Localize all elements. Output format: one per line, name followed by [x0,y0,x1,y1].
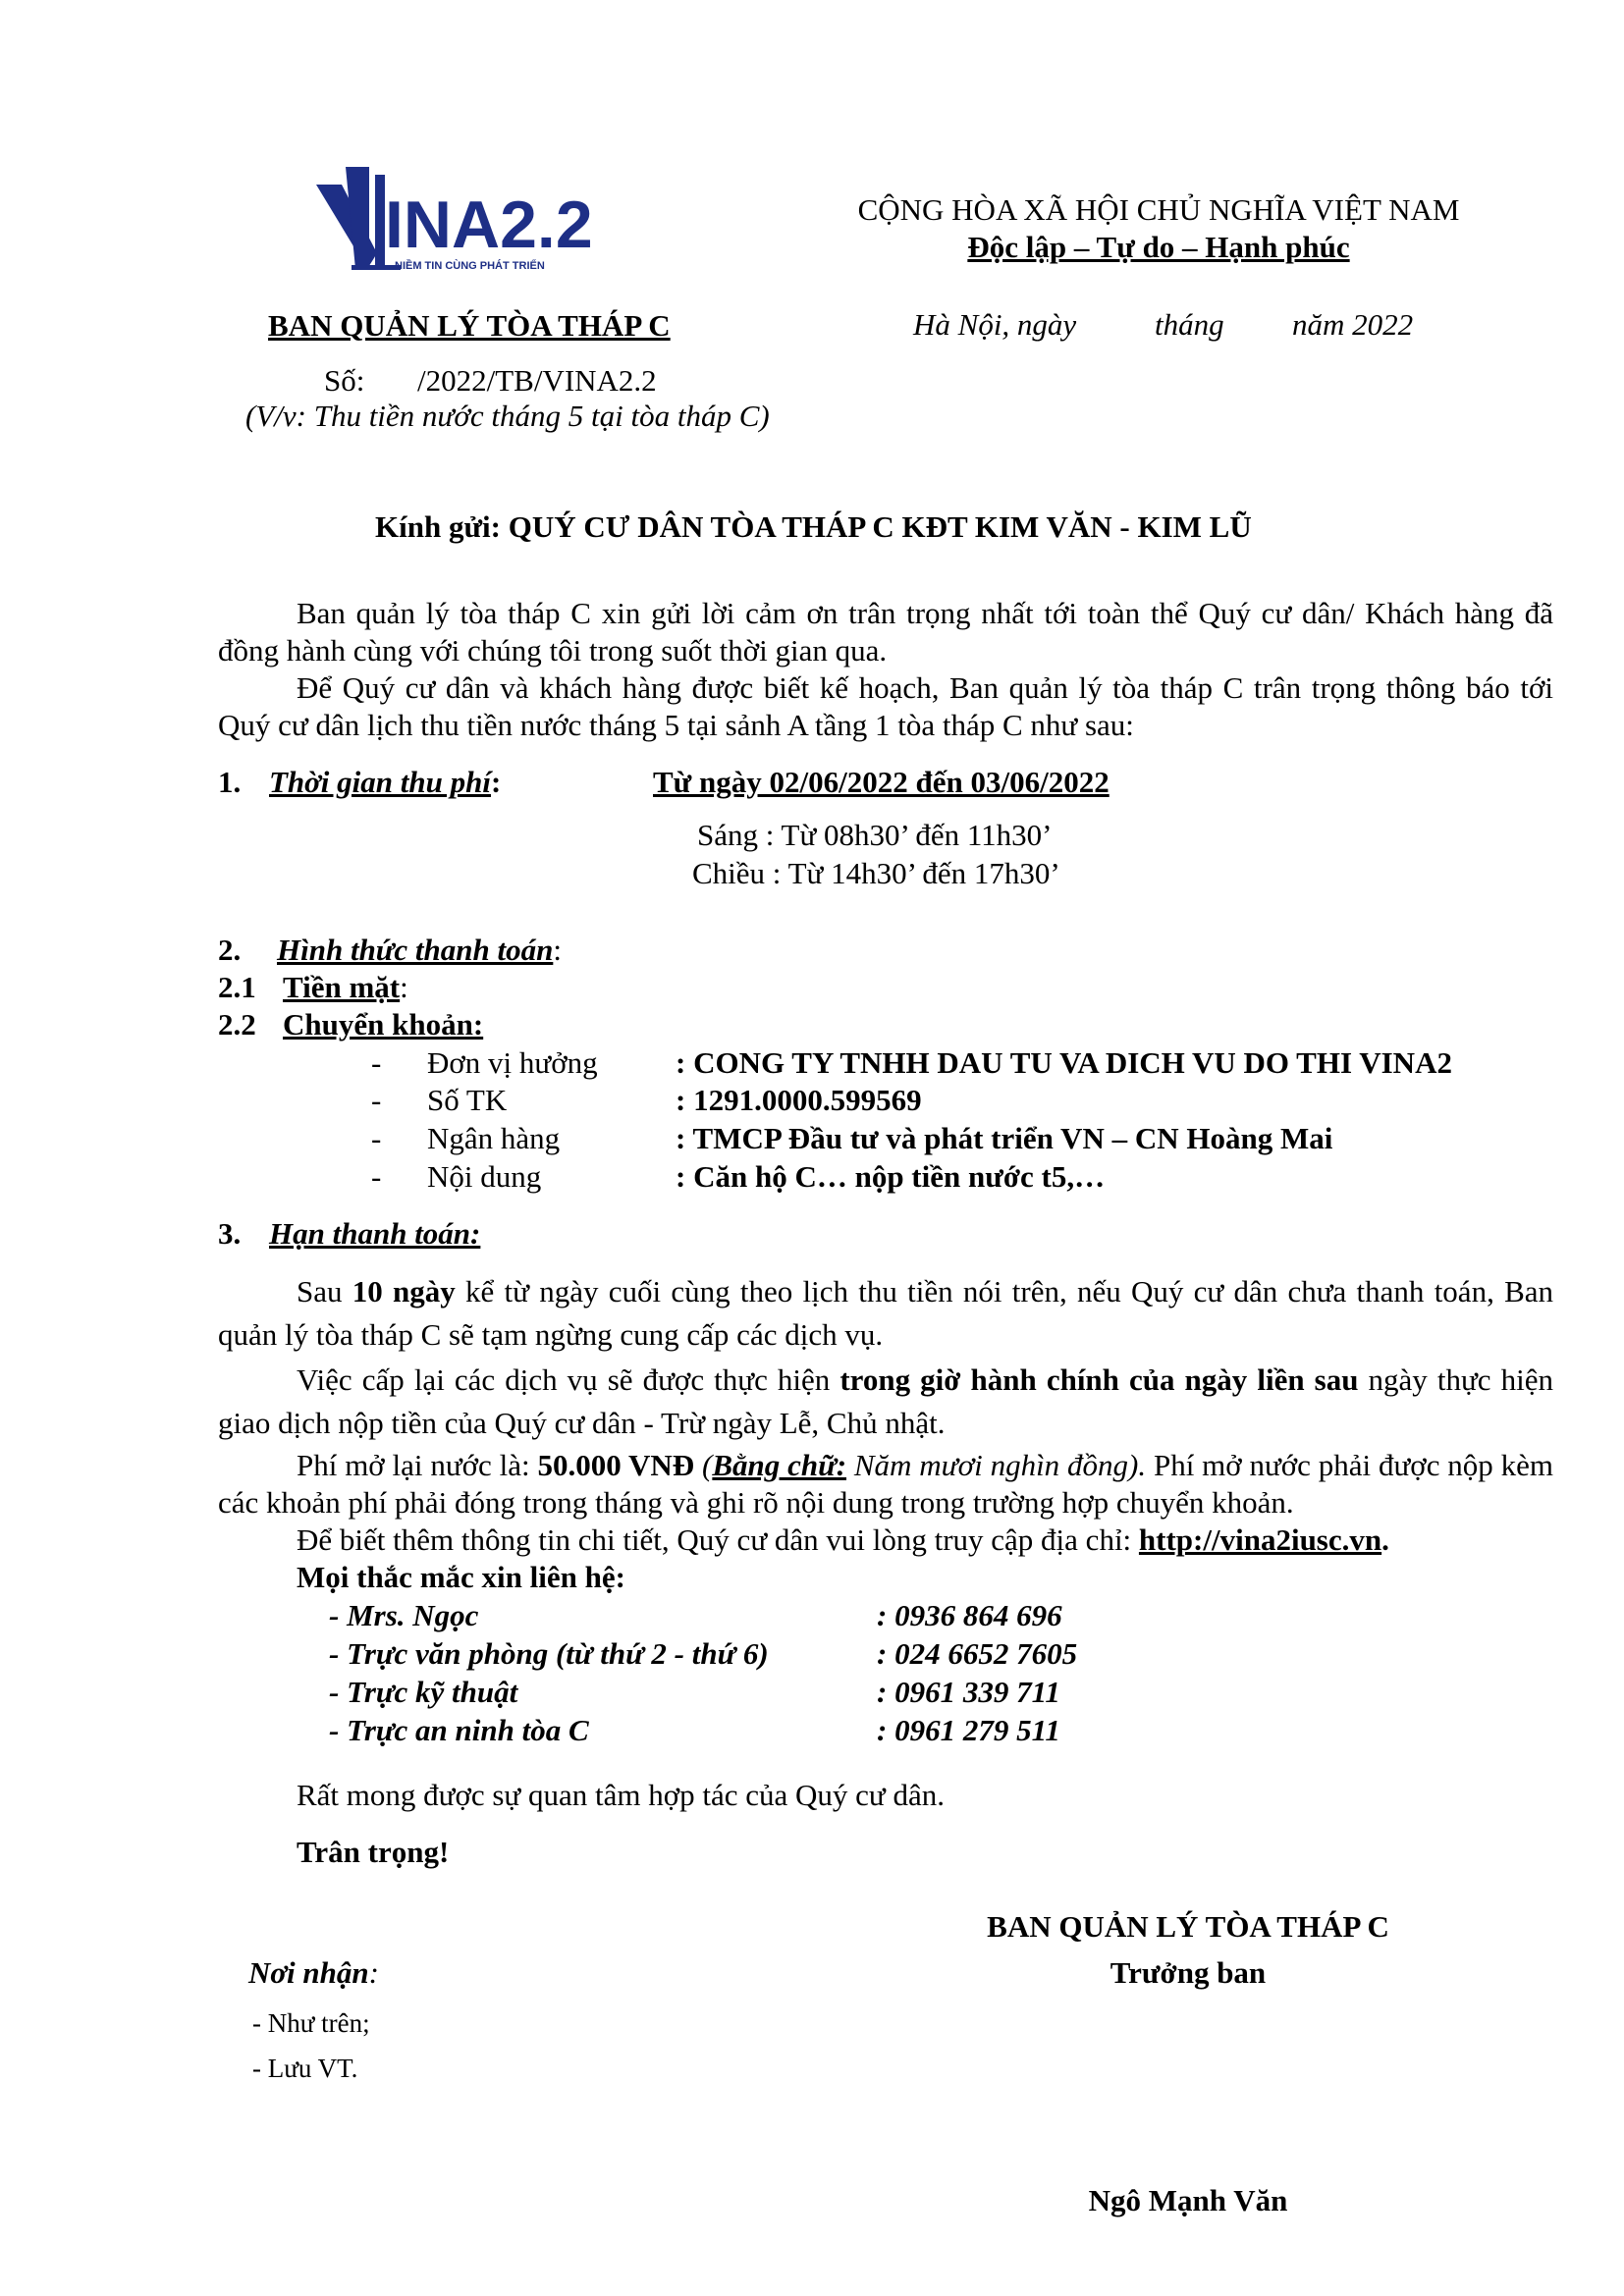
section-1-title-colon: : [490,765,502,799]
logo-v-mark-icon [316,167,630,275]
doc-number-label: Số: [324,363,365,398]
fee-text-a: Phí mở lại nước là: [297,1448,538,1482]
doc-subject: (V/v: Thu tiền nước tháng 5 tại tòa tháp C) [245,399,770,433]
fee-in-words: Năm mươi nghìn đồng). [846,1448,1147,1482]
deadline-days: 10 ngày [352,1274,456,1308]
section-2-number: 2. [218,933,242,967]
recipient-item: - Như trên; [252,2008,370,2038]
website-line [297,1522,1389,1559]
regards: Trân trọng! [297,1835,450,1869]
reconnection-time: trong giờ hành chính của ngày liền sau [839,1362,1359,1397]
signer-name: Ngô Mạnh Văn [1088,2183,1288,2217]
section-1-title [269,764,501,801]
cash-payment-text: Tiền mặt [283,970,401,1004]
signature-title: Trưởng ban [1110,1955,1267,1990]
doc-number: /2022/TB/VINA2.2 [417,363,657,398]
section-3-title: Hạn thanh toán: [269,1216,481,1251]
recipients-label [248,1954,379,1992]
closing-line: Rất mong được sự quan tâm hợp tác của Quý cư dân. [297,1778,945,1812]
contact-name: - Mrs. Ngọc [329,1598,479,1632]
transfer-row-dash: - [371,1045,382,1080]
date-place: Hà Nội, ngày [913,307,1077,342]
content-value: : Căn hộ C… nộp tiền nước t5,… [676,1159,1106,1194]
contact-phone: : 024 6652 7605 [877,1636,1078,1671]
beneficiary-value: : CONG TY TNHH DAU TU VA DICH VU DO THI VINA2 [676,1045,1452,1080]
fee-text-b: Phí mở nước phải được nộp kèm các khoản phí phải đóng trong tháng và ghi rõ nội dung trong trường hợp chuyển khoản. [218,1448,1554,1520]
section-3-number: 3. [218,1216,242,1251]
bank-transfer-title: Chuyển khoản: [283,1007,484,1041]
contact-phone: : 0936 864 696 [877,1598,1062,1632]
bank-value: : TMCP Đầu tư và phát triển VN – CN Hoàng Mai [676,1121,1333,1155]
deadline-text-a: Sau [297,1274,352,1308]
logo-brand-text: INA2.2 [385,187,593,262]
section-2-title-colon: : [553,933,562,967]
account-number-label: Số TK [427,1083,508,1117]
contacts-heading: Mọi thắc mắc xin liên hệ: [297,1560,625,1594]
reconnection-text-a: Việc cấp lại các dịch vụ sẽ được thực hiện [297,1362,840,1397]
date-year: năm 2022 [1292,307,1414,342]
intro-paragraph-1: Ban quản lý tòa tháp C xin gửi lời cảm ơn trân trọng nhất tới toàn thể Quý cư dân/ Khách hàng đã đồng hành cùng với chúng tôi trong suốt thời gian qua. [218,596,1553,667]
beneficiary-label: Đơn vị hưởng [427,1045,598,1080]
cash-payment-colon: : [400,970,408,1004]
deadline-text-b: kể từ ngày cuối cùng theo lịch thu tiền nói trên, nếu Quý cư dân chưa thanh toán, Ban quản lý tòa tháp C sẽ tạm ngừng cung cấp các dịch vụ. [218,1274,1554,1352]
section-1-title-text: Thời gian thu phí [269,765,491,799]
content-label: Nội dung [427,1159,542,1194]
recipients-label-colon: : [368,1955,379,1990]
website-link[interactable]: http://vina2iusc.vn [1138,1522,1382,1557]
section-2-title [277,932,562,969]
account-number-value: : 1291.0000.599569 [676,1083,922,1117]
fee-paren: ( [694,1448,713,1482]
transfer-row-dash: - [371,1121,382,1155]
reopen-fee-paragraph [218,1447,1553,1522]
date-month: tháng [1155,307,1224,342]
fee-in-words-label: Bằng chữ: [712,1448,847,1482]
reconnection-paragraph [218,1359,1553,1445]
collection-dates: Từ ngày 02/06/2022 đến 03/06/2022 [653,765,1110,799]
recipient-item: - Lưu VT. [252,2054,358,2083]
contact-phone: : 0961 339 711 [877,1675,1060,1709]
country-name: CỘNG HÒA XÃ HỘI CHỦ NGHĨA VIỆT NAM [857,192,1460,227]
salutation: Kính gửi: QUÝ CƯ DÂN TÒA THÁP C KĐT KIM VĂN - KIM LŨ [375,509,1252,544]
contact-name: - Trực văn phòng (từ thứ 2 - thứ 6) [329,1636,769,1671]
section-1-number: 1. [218,765,242,799]
morning-hours: Sáng : Từ 08h30’ đến 11h30’ [697,818,1053,852]
intro-paragraph-2: Để Quý cư dân và khách hàng được biết kế hoạch, Ban quản lý tòa tháp C trân trọng thông báo tới Quý cư dân lịch thu tiền nước tháng 5 tại sảnh A tầng 1 tòa tháp C như sau: [218,670,1553,742]
cash-payment [283,969,408,1006]
section-2-1-number: 2.1 [218,970,256,1004]
website-text: Để biết thêm thông tin chi tiết, Quý cư dân vui lòng truy cập địa chỉ: [297,1522,1139,1557]
logo-slogan-text: NIỀM TIN CÙNG PHÁT TRIỂN [395,260,545,272]
transfer-row-dash: - [371,1083,382,1117]
section-2-2-number: 2.2 [218,1007,256,1041]
fee-amount: 50.000 VNĐ [537,1448,695,1482]
section-2-title-text: Hình thức thanh toán [277,933,554,967]
reconnection-text-b: ngày thực hiện giao dịch nộp tiền của Quý cư dân - Trừ ngày Lễ, Chủ nhật. [218,1362,1553,1440]
national-motto: Độc lập – Tự do – Hạnh phúc [967,230,1350,264]
contact-phone: : 0961 279 511 [877,1713,1060,1747]
company-logo [316,167,630,275]
issuing-org: BAN QUẢN LÝ TÒA THÁP C [268,308,671,343]
contact-name: - Trực an ninh tòa C [329,1713,589,1747]
website-dot: . [1381,1522,1389,1557]
signature-org: BAN QUẢN LÝ TÒA THÁP C [987,1909,1389,1944]
contact-name: - Trực kỹ thuật [329,1675,518,1709]
afternoon-hours: Chiều : Từ 14h30’ đến 17h30’ [692,856,1060,890]
transfer-row-dash: - [371,1159,382,1194]
deadline-paragraph [218,1270,1553,1357]
recipients-label-text: Nơi nhận [248,1955,369,1990]
bank-label: Ngân hàng [427,1121,561,1155]
